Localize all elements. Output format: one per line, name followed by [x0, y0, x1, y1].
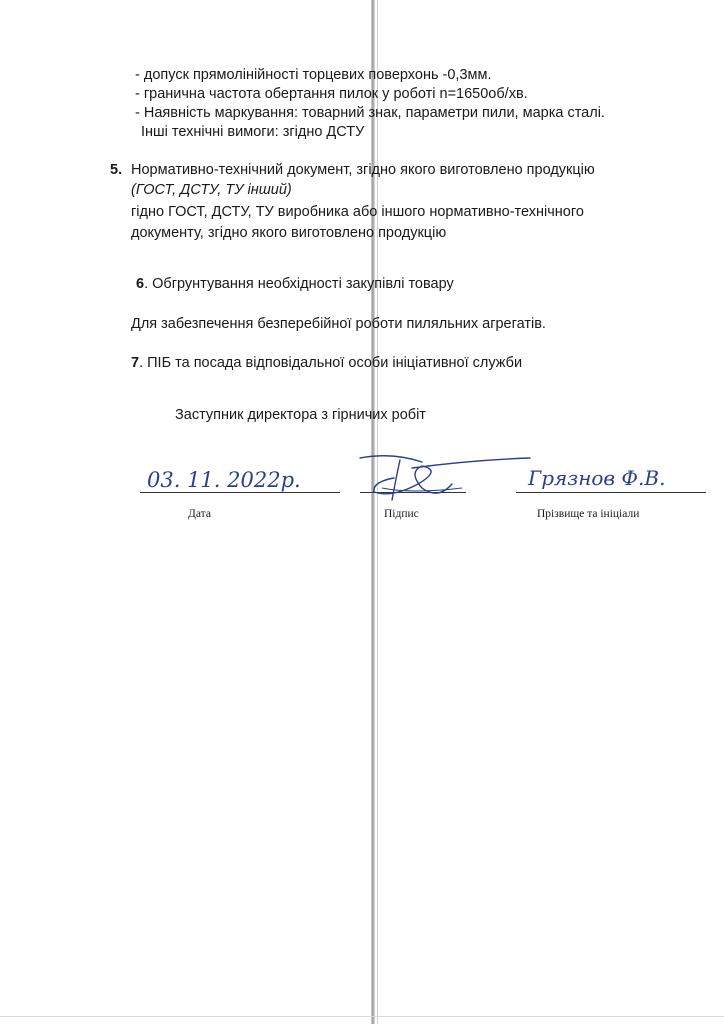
handwritten-name: Грязнов Ф.В.: [528, 466, 666, 490]
scan-fold-line: [371, 0, 375, 1024]
date-signature-line: [140, 492, 340, 493]
signature-mark: [352, 448, 532, 508]
name-signature-line: [516, 492, 706, 493]
section6-title: . Обгрунтування необхідності закупівлі товару: [144, 276, 454, 292]
section6-heading: [136, 275, 454, 293]
section6-number: 6: [136, 276, 145, 292]
requirement-marking: - Наявність маркування: товарний знак, параметри пили, марка сталі.: [135, 105, 605, 121]
section5-subtitle: (ГОСТ, ДСТУ, ТУ інший): [131, 182, 292, 198]
section7-number: 7: [131, 355, 140, 371]
section5-number: 5.: [110, 162, 123, 178]
section5-title: Нормативно-технічний документ, згідно якого виготовлено продукцію: [131, 162, 595, 178]
section6-body: Для забезпечення безперебійної роботи пиляльних агрегатів.: [131, 316, 546, 332]
handwritten-date: 03. 11. 2022р.: [147, 468, 301, 492]
requirement-rotation-frequency: - гранична частота обертання пилок у роботі n=1650об/хв.: [135, 86, 528, 102]
signature-caption: Підпис: [384, 508, 419, 520]
name-caption: Прізвище та ініціали: [537, 508, 640, 520]
date-caption: Дата: [188, 508, 211, 520]
section7-heading: [131, 354, 522, 372]
scan-fold-shadow: [377, 0, 378, 1024]
responsible-position: Заступник директора з гірничих робіт: [175, 407, 426, 423]
section7-title: . ПІБ та посада відповідальної особи ініціативної служби: [139, 355, 523, 371]
section5-body-line2: документу, згідно якого виготовлено продукцію: [131, 225, 447, 241]
requirement-straightness: - допуск прямолінійності торцевих поверхонь -0,3мм.: [135, 67, 492, 83]
section5-body-line1: гідно ГОСТ, ДСТУ, ТУ виробника або іншого нормативно-технічного: [131, 204, 584, 220]
requirement-other: Інші технічні вимоги: згідно ДСТУ: [141, 124, 365, 140]
scan-bottom-edge: [0, 1016, 724, 1017]
